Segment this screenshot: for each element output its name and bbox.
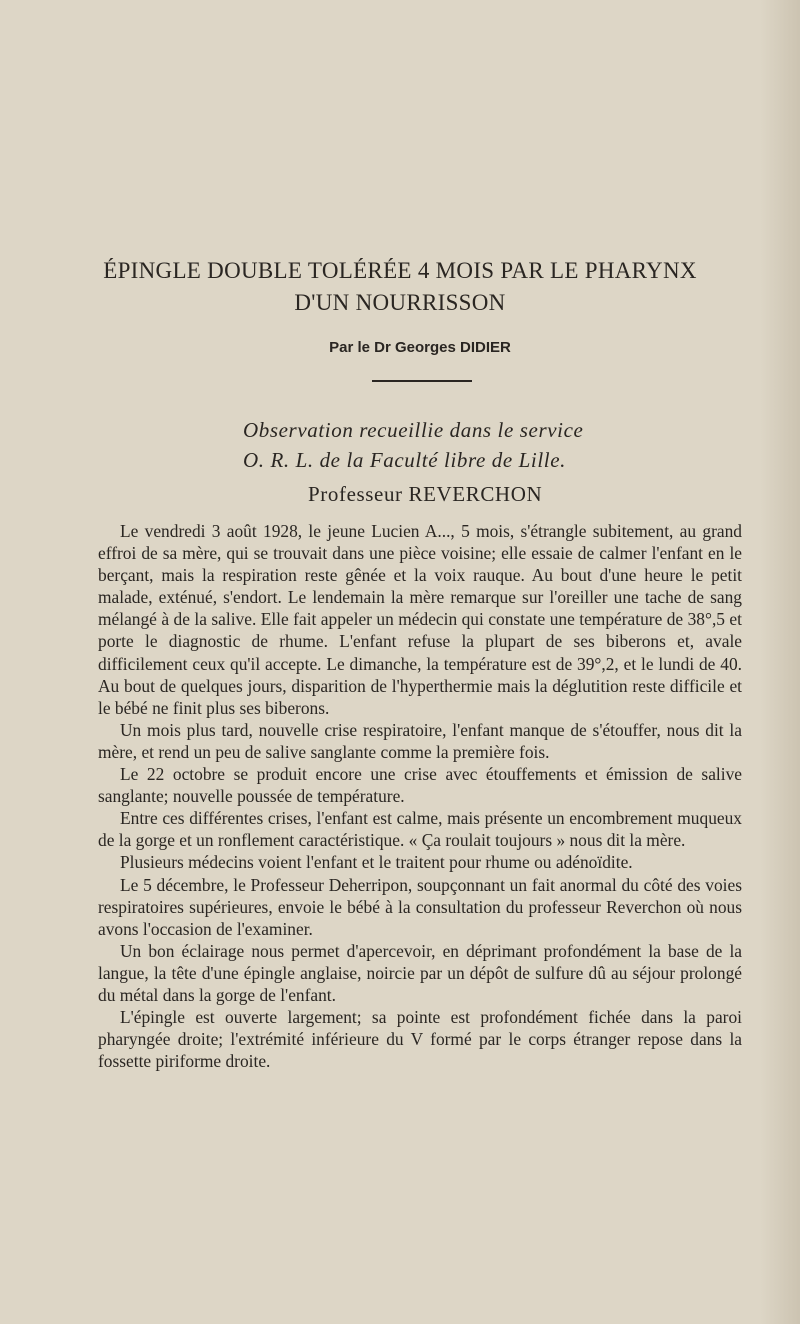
separator-rule [372, 380, 472, 382]
author-byline: Par le Dr Georges DIDIER [329, 339, 511, 356]
page-edge-shadow [760, 0, 800, 1324]
article-body [98, 520, 742, 1072]
paragraph: Un bon éclairage nous permet d'apercevoir, en déprimant profondément la base de la langue, la tête d'une épingle anglaise, noircie par un dépôt de sulfure dû au séjour prolongé du métal dans la gorge de l'enfant. [98, 940, 742, 1005]
paragraph: L'épingle est ouverte largement; sa pointe est profondément fichée dans la paroi pharyngée droite; l'extrémité inférieure du V formé par le corps étranger repose dans la fossette piriforme droite. [98, 1007, 742, 1072]
paragraph: Le 22 octobre se produit encore une crise avec étouffements et émission de salive sanglante; nouvelle poussée de température. [98, 764, 742, 807]
professor-credit: Professeur REVERCHON [308, 482, 543, 506]
observation-line-1: Observation recueillie dans le service [243, 418, 584, 442]
paragraph: Le vendredi 3 août 1928, le jeune Lucien A..., 5 mois, s'étrangle subitement, au grand effroi de sa mère, qui se trouvait dans une pièce voisine; elle essaie de calmer l'enfant en le berçant, mais la respiration reste gênée et la voix rauque. Au bout d'une heure le petit malade, exténué, s'endort. Le lendemain la mère remarque sur l'oreiller une tache de sang mélangé à de la salive. Elle fait appeler un médecin qui constate une température de 38°,5 et porte le diagnostic de rhume. L'enfant refuse la plupart de ses biberons et, avale difficilement ceux qu'il accepte. Le dimanche, la température est de 39°,2, et le lundi de 40. Au bout de quelques jours, disparition de l'hyperthermie mais la déglutition reste difficile et le bébé ne finit plus ses biberons. [98, 521, 742, 718]
paragraph: Plusieurs médecins voient l'enfant et le traitent pour rhume ou adénoïdite. [120, 852, 633, 873]
article-title-line-2: D'UN NOURRISSON [294, 290, 506, 315]
article-title-line-1: ÉPINGLE DOUBLE TOLÉRÉE 4 MOIS PAR LE PHARYNX [103, 258, 697, 283]
paragraph: Entre ces différentes crises, l'enfant est calme, mais présente un encombrement muqueux de la gorge et un ronflement caractéristique. « Ça roulait toujours » nous dit la mère. [98, 808, 742, 851]
paragraph: Le 5 décembre, le Professeur Deherripon, soupçonnant un fait anormal du côté des voies respiratoires supérieures, envoie le bébé à la consultation du professeur Reverchon où nous avons l'occasion de l'examiner. [98, 874, 742, 939]
observation-line-2: O. R. L. de la Faculté libre de Lille. [243, 448, 566, 472]
paragraph: Un mois plus tard, nouvelle crise respiratoire, l'enfant manque de s'étouffer, nous dit la mère, et rend un peu de salive sanglante comme la première fois. [98, 719, 742, 762]
